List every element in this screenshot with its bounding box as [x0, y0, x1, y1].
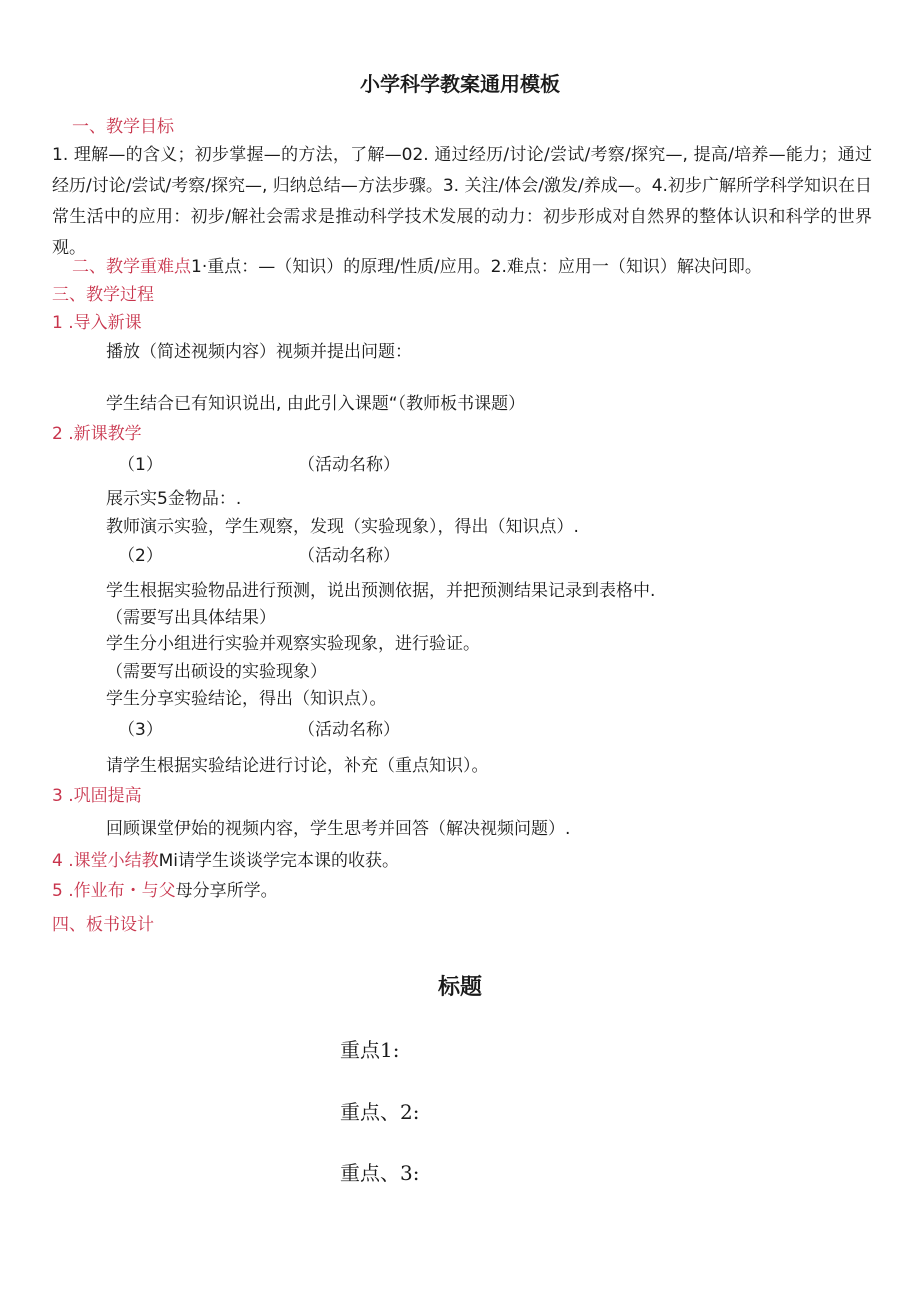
board-heading: 四、板书设计 — [52, 915, 154, 935]
activity1-line1: 展示实5金物品：. — [106, 489, 242, 509]
section1-line1: 播放（简述视频内容）视频并提出问题： — [106, 342, 412, 362]
keypoints-body: 1·重点：—（知识）的原理/性质/应用。2.难点：应用一（知识）解决问即。 — [191, 257, 762, 277]
board-point-1: 重点1: — [340, 1038, 400, 1062]
section2-heading: 2 .新课教学 — [52, 424, 142, 444]
keypoints-heading: 二、教学重难点 — [72, 257, 191, 277]
board-point-2: 重点、2: — [340, 1100, 420, 1124]
activity1-name: （活动名称） — [298, 455, 400, 475]
activity2-line5: 学生分享实验结论，得出（知识点）。 — [106, 689, 387, 709]
objectives-body: 1. 理解—的含义；初步掌握—的方法，了解—02. 通过经历/讨论/尝试/考察/探究—, 提高/培养—能力；通过经历/讨论/尝试/考察/探究—, 归纳总结—方法步骤。3. 关注/体会/激发/养成—。4.初步广解所学科学知识在日常生活中的应用：初步/解社会需求是推动科学技术发展的动力：初步形成对自然界的整体认识和科学的世界观。 — [52, 145, 872, 258]
activity3-line1: 请学生根据实验结论进行讨论，补充（重点知识）。 — [106, 756, 489, 776]
section3-line1: 回顾课堂伊始的视频内容，学生思考并回答（解决视频问题）. — [106, 819, 571, 839]
page-title: 小学科学教案通用模板 — [360, 72, 560, 96]
activity2-line4: （需要写出硕设的实验现象） — [106, 662, 327, 682]
keypoints-line — [72, 256, 762, 278]
board-title: 标题 — [437, 974, 482, 1000]
activity2-line2: （需要写出具体结果） — [106, 608, 276, 628]
objectives-heading: 一、教学目标 — [72, 117, 174, 137]
section4-line — [52, 850, 399, 872]
activity2-number: （2） — [118, 546, 163, 566]
activity3-name: （活动名称） — [298, 720, 400, 740]
activity1-number: （1） — [118, 455, 163, 475]
activity2-line3: 学生分小组进行实验并观察实验现象，进行验证。 — [106, 634, 480, 654]
process-heading: 三、教学过程 — [52, 285, 154, 305]
section5-heading: 5 .作业布・与父 — [52, 881, 176, 901]
section1-line2: 学生结合已有知识说出, 由此引入课题“（教师板书课题） — [106, 394, 526, 414]
section4-heading: 4 .课堂小结教 — [52, 851, 159, 871]
section3-heading: 3 .巩固提高 — [52, 786, 142, 806]
activity3-number: （3） — [118, 720, 163, 740]
section1-heading: 1 .导入新课 — [52, 313, 142, 333]
activity1-line2: 教师演示实验，学生观察，发现（实验现象），得出（知识点）. — [106, 517, 579, 537]
board-point-3: 重点、3: — [340, 1161, 420, 1185]
section4-body: Mi请学生谈谈学完本课的收获。 — [158, 851, 400, 871]
activity2-name: （活动名称） — [298, 546, 400, 566]
section5-line — [52, 880, 278, 902]
section5-body: 母分享所学。 — [175, 881, 278, 901]
activity2-line1: 学生根据实验物品进行预测，说出预测依据，并把预测结果记录到表格中. — [106, 581, 656, 601]
